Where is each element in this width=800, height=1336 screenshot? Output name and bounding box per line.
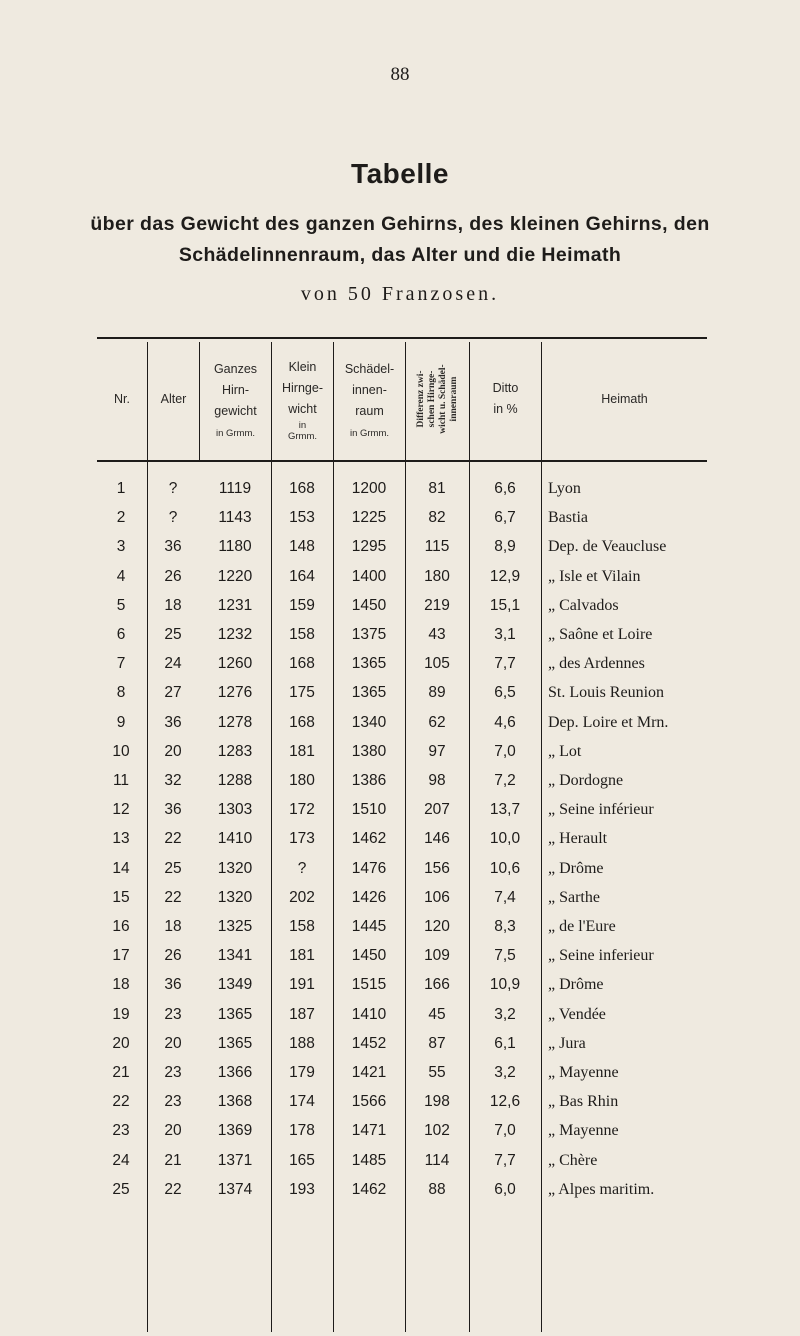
row-nr-cell: 4 [116, 567, 126, 585]
row-diff-cell: 114 [424, 1151, 450, 1169]
row-klein-cell: 158 [289, 626, 315, 643]
table-row [97, 533, 707, 562]
header-diff-line: innenraum [448, 376, 459, 422]
row-ditto-cell: 7,2 [494, 772, 516, 789]
row-ganzes-cell: 1119 [218, 480, 252, 497]
row-nr-cell: 10 [112, 742, 130, 760]
row-schaedel-cell: 1445 [351, 918, 387, 935]
row-alter-cell: 26 [164, 567, 182, 585]
row-heimath-cell: „ Drôme [548, 859, 604, 877]
row-nr-cell: 20 [112, 1034, 130, 1052]
row-diff-cell: 88 [428, 1180, 446, 1198]
row-schaedel-cell: 1476 [351, 859, 387, 877]
row-heimath-cell: „ Drôme [548, 976, 604, 994]
header-klein-unit: in [298, 419, 307, 431]
row-diff-cell: 207 [424, 801, 450, 819]
row-schaedel-cell: 1225 [351, 509, 387, 527]
row-alter-cell: ? [168, 509, 178, 527]
header-diff-line: wicht u. Schädel- [437, 364, 448, 434]
row-heimath-cell: „ Chère [548, 1151, 598, 1169]
row-diff-cell: 89 [428, 684, 446, 702]
header-ganzes-line: Ganzes [213, 362, 258, 376]
row-klein-cell: 168 [289, 480, 315, 497]
row-nr-cell: 19 [112, 1005, 130, 1023]
row-heimath-cell: „ Sarthe [548, 888, 600, 906]
table-row [97, 855, 707, 884]
row-schaedel-cell: 1380 [351, 742, 387, 760]
row-schaedel-cell: 1510 [351, 801, 387, 819]
row-nr-cell: 2 [116, 509, 126, 527]
table-row [97, 942, 707, 971]
row-ditto-cell: 6,0 [494, 1180, 516, 1198]
row-nr-cell: 17 [112, 947, 130, 965]
row-klein-cell: 159 [289, 596, 315, 614]
table-row [97, 592, 707, 621]
row-ganzes-cell: 1320 [217, 888, 253, 906]
row-klein-cell: 178 [289, 1122, 315, 1140]
row-ditto-cell: 6,1 [494, 1034, 516, 1052]
table-row [97, 563, 707, 592]
table-row [97, 1001, 707, 1030]
page-title: Tabelle [351, 158, 449, 189]
header-klein-unit: Grmm. [287, 430, 318, 442]
header-alter-label: Alter [160, 391, 187, 406]
table-row [97, 1088, 707, 1117]
table-row [97, 825, 707, 854]
row-diff-cell: 87 [428, 1034, 446, 1052]
row-klein-cell: 148 [289, 538, 315, 556]
row-ganzes-cell: 1369 [217, 1122, 253, 1140]
table-row [97, 796, 707, 825]
row-alter-cell: 27 [164, 684, 182, 702]
row-nr-cell: 13 [112, 830, 130, 848]
row-heimath-cell: „ Vendée [548, 1005, 606, 1023]
row-heimath-cell: „ Mayenne [548, 1122, 619, 1140]
row-klein-cell: 191 [289, 976, 315, 994]
row-ditto-cell: 7,7 [494, 1151, 516, 1169]
row-nr-cell: 18 [112, 976, 130, 994]
header-differenz [406, 342, 469, 456]
row-nr-cell: 1 [116, 480, 126, 497]
row-diff-cell: 219 [424, 596, 450, 614]
row-alter-cell: 36 [164, 713, 182, 731]
row-alter-cell: ? [168, 480, 178, 497]
row-diff-cell: 115 [424, 538, 450, 556]
row-alter-cell: 23 [164, 1093, 182, 1111]
row-klein-cell: 202 [289, 888, 315, 906]
row-klein-cell: 174 [289, 1093, 315, 1111]
row-schaedel-cell: 1450 [351, 947, 387, 965]
row-ditto-cell: 15,1 [489, 596, 521, 614]
header-ditto-line: in % [493, 402, 518, 416]
row-heimath-cell: „ Seine inférieur [548, 801, 654, 819]
row-nr-cell: 12 [112, 801, 130, 819]
row-klein-cell: 187 [289, 1005, 315, 1023]
row-schaedel-cell: 1462 [351, 1180, 387, 1198]
row-ditto-cell: 6,5 [494, 684, 516, 702]
row-klein-cell: 188 [289, 1034, 315, 1052]
row-schaedel-cell: 1566 [351, 1093, 387, 1111]
row-diff-cell: 97 [428, 742, 446, 760]
header-heimath-label: Heimath [601, 391, 648, 406]
row-heimath-cell: Dep. de Veaucluse [548, 538, 667, 556]
row-klein-cell: 172 [289, 801, 315, 819]
row-heimath-cell: Lyon [548, 480, 581, 497]
row-nr-cell: 16 [112, 918, 130, 935]
row-schaedel-cell: 1450 [351, 596, 387, 614]
row-diff-cell: 55 [428, 1064, 446, 1081]
page-number: 88 [390, 64, 410, 85]
row-schaedel-cell: 1485 [351, 1151, 387, 1169]
row-nr-cell: 25 [112, 1180, 130, 1198]
row-alter-cell: 18 [164, 918, 182, 935]
row-diff-cell: 62 [428, 713, 446, 731]
header-schaedel-line: Schädel- [344, 362, 395, 376]
row-ditto-cell: 6,6 [494, 480, 516, 497]
header-schaedel-line: raum [355, 404, 384, 418]
row-schaedel-cell: 1400 [351, 567, 387, 585]
row-heimath-cell: „ Lot [548, 742, 582, 760]
row-ditto-cell: 3,2 [494, 1064, 516, 1081]
row-diff-cell: 82 [428, 509, 446, 527]
row-nr-cell: 6 [116, 626, 126, 643]
row-heimath-cell: „ Isle et Vilain [548, 567, 641, 585]
row-nr-cell: 9 [116, 713, 126, 731]
row-ditto-cell: 10,9 [489, 976, 521, 994]
row-heimath-cell: „ de l'Eure [548, 918, 616, 935]
header-klein-line: wicht [288, 401, 317, 416]
row-ditto-cell: 7,7 [494, 655, 516, 673]
row-heimath-cell: „ Jura [548, 1034, 586, 1052]
row-ditto-cell: 10,6 [489, 859, 521, 877]
header-klein-line: Hirnge- [282, 380, 323, 395]
table-row [97, 1176, 707, 1205]
row-ganzes-cell: 1232 [217, 626, 253, 643]
row-nr-cell: 3 [116, 538, 126, 556]
row-ganzes-cell: 1276 [217, 684, 253, 702]
row-schaedel-cell: 1471 [351, 1122, 387, 1140]
row-ganzes-cell: 1180 [218, 538, 252, 556]
row-diff-cell: 120 [424, 918, 450, 935]
table-row [97, 709, 707, 738]
row-ganzes-cell: 1303 [217, 801, 253, 819]
table-row [97, 884, 707, 913]
row-nr-cell: 11 [112, 772, 130, 789]
row-ganzes-cell: 1143 [218, 509, 252, 527]
row-schaedel-cell: 1426 [351, 888, 387, 906]
row-heimath-cell: „ Dordogne [548, 772, 624, 789]
row-ganzes-cell: 1366 [217, 1064, 253, 1081]
header-schaedel-line: innen- [352, 383, 387, 397]
row-ditto-cell: 4,6 [494, 713, 516, 731]
row-ditto-cell: 7,4 [494, 888, 516, 906]
row-ditto-cell: 8,3 [494, 918, 516, 935]
row-klein-cell: 165 [289, 1151, 315, 1169]
header-heimath [542, 342, 707, 456]
row-klein-cell: 175 [289, 684, 315, 702]
row-alter-cell: 36 [164, 801, 182, 819]
row-schaedel-cell: 1365 [351, 655, 387, 673]
row-alter-cell: 26 [164, 947, 182, 965]
row-alter-cell: 22 [164, 1180, 182, 1198]
row-klein-cell: 158 [289, 918, 315, 935]
header-schaedel-unit: in Grmm. [349, 428, 390, 439]
row-alter-cell: 25 [164, 859, 182, 877]
row-ganzes-cell: 1325 [217, 918, 253, 935]
row-ganzes-cell: 1368 [217, 1093, 253, 1111]
row-schaedel-cell: 1340 [351, 713, 387, 731]
header-klein-line: Klein [288, 359, 317, 374]
row-alter-cell: 23 [164, 1064, 182, 1081]
header-schaedelinnenraum [334, 342, 405, 456]
row-klein-cell: ? [297, 859, 307, 877]
row-schaedel-cell: 1200 [351, 480, 387, 497]
row-schaedel-cell: 1515 [351, 976, 387, 994]
row-alter-cell: 20 [164, 1122, 182, 1140]
table-row [97, 475, 707, 504]
row-schaedel-cell: 1295 [351, 538, 387, 556]
row-nr-cell: 23 [112, 1122, 130, 1140]
header-alter [148, 342, 199, 456]
row-nr-cell: 7 [116, 655, 126, 673]
row-ditto-cell: 3,1 [494, 626, 516, 643]
row-ganzes-cell: 1278 [217, 713, 253, 731]
header-ganzes-line: gewicht [214, 404, 257, 418]
row-klein-cell: 153 [289, 509, 315, 527]
row-ganzes-cell: 1374 [217, 1180, 253, 1198]
row-diff-cell: 166 [424, 976, 450, 994]
row-ditto-cell: 12,6 [489, 1093, 521, 1111]
row-ganzes-cell: 1349 [217, 976, 253, 994]
header-klein-hirngewicht [272, 342, 333, 456]
row-heimath-cell: „ Mayenne [548, 1064, 619, 1081]
row-ganzes-cell: 1231 [217, 596, 253, 614]
row-alter-cell: 25 [164, 626, 182, 643]
row-ditto-cell: 12,9 [489, 567, 521, 585]
row-klein-cell: 193 [289, 1180, 315, 1198]
row-diff-cell: 43 [428, 626, 446, 643]
header-diff-line: schen Hirnge- [426, 370, 437, 428]
row-klein-cell: 181 [289, 742, 315, 760]
row-diff-cell: 180 [424, 567, 450, 585]
row-heimath-cell: St. Louis Reunion [548, 684, 665, 702]
row-heimath-cell: Bastia [548, 509, 588, 527]
row-alter-cell: 18 [164, 596, 182, 614]
row-ditto-cell: 13,7 [489, 801, 521, 819]
row-ganzes-cell: 1288 [217, 772, 253, 789]
subtitle-line-1: über das Gewicht des ganzen Gehirns, des kleinen Gehirns, den [90, 213, 710, 235]
row-schaedel-cell: 1365 [351, 684, 387, 702]
row-ganzes-cell: 1365 [217, 1005, 253, 1023]
row-alter-cell: 20 [164, 1034, 182, 1052]
row-nr-cell: 8 [116, 684, 126, 702]
row-klein-cell: 173 [289, 830, 315, 848]
table-top-rule [97, 337, 707, 339]
row-klein-cell: 168 [289, 713, 315, 731]
row-diff-cell: 81 [428, 480, 446, 497]
table-row [97, 650, 707, 679]
header-nr-label: Nr. [114, 391, 130, 406]
row-alter-cell: 22 [164, 830, 182, 848]
row-diff-cell: 156 [424, 859, 450, 877]
row-ditto-cell: 7,5 [494, 947, 516, 965]
header-ganzes-hirngewicht [200, 342, 271, 456]
row-nr-cell: 21 [112, 1064, 130, 1081]
row-nr-cell: 5 [116, 596, 126, 614]
row-heimath-cell: Dep. Loire et Mrn. [548, 713, 669, 731]
row-schaedel-cell: 1462 [351, 830, 387, 848]
row-diff-cell: 105 [424, 655, 450, 673]
row-alter-cell: 20 [164, 742, 182, 760]
table-row [97, 1059, 707, 1088]
row-ganzes-cell: 1410 [217, 830, 253, 848]
table-row [97, 1117, 707, 1146]
row-alter-cell: 23 [164, 1005, 182, 1023]
row-ganzes-cell: 1260 [217, 655, 253, 673]
row-klein-cell: 168 [289, 655, 315, 673]
subtitle-line-3: von 50 Franzosen. [300, 283, 500, 305]
header-ganzes-unit: in Grmm. [215, 428, 256, 439]
row-alter-cell: 36 [164, 538, 182, 556]
row-heimath-cell: „ Calvados [548, 596, 619, 614]
table-row [97, 913, 707, 942]
row-ganzes-cell: 1220 [217, 567, 253, 585]
row-ganzes-cell: 1365 [217, 1034, 253, 1052]
row-nr-cell: 22 [112, 1093, 130, 1111]
table-row [97, 1147, 707, 1176]
row-ganzes-cell: 1341 [217, 947, 253, 965]
subtitle-line-2: Schädelinnenraum, das Alter und die Heimath [178, 244, 622, 266]
row-diff-cell: 45 [428, 1005, 446, 1023]
row-nr-cell: 14 [112, 859, 130, 877]
row-ditto-cell: 3,2 [494, 1005, 516, 1023]
row-klein-cell: 180 [289, 772, 315, 789]
row-klein-cell: 164 [289, 567, 315, 585]
row-diff-cell: 102 [424, 1122, 450, 1140]
row-heimath-cell: „ Saône et Loire [548, 626, 653, 643]
row-alter-cell: 36 [164, 976, 182, 994]
row-diff-cell: 198 [424, 1093, 450, 1111]
row-ganzes-cell: 1320 [217, 859, 253, 877]
row-schaedel-cell: 1386 [351, 772, 387, 789]
row-ditto-cell: 7,0 [494, 1122, 516, 1140]
table-header-rule [97, 460, 707, 462]
row-ditto-cell: 10,0 [489, 830, 521, 848]
row-ditto-cell: 8,9 [494, 538, 516, 556]
table-row [97, 971, 707, 1000]
row-nr-cell: 24 [112, 1151, 130, 1169]
row-nr-cell: 15 [112, 888, 130, 906]
row-ditto-cell: 6,7 [494, 509, 516, 527]
row-schaedel-cell: 1375 [351, 626, 387, 643]
header-ditto-line: Ditto [492, 381, 519, 395]
row-klein-cell: 179 [289, 1064, 315, 1081]
row-ganzes-cell: 1283 [217, 742, 253, 760]
row-schaedel-cell: 1421 [351, 1064, 387, 1081]
row-alter-cell: 22 [164, 888, 182, 906]
row-schaedel-cell: 1452 [351, 1034, 387, 1052]
header-ganzes-line: Hirn- [221, 383, 250, 397]
row-heimath-cell: „ des Ardennes [548, 655, 645, 673]
row-alter-cell: 24 [164, 655, 182, 673]
row-diff-cell: 146 [424, 830, 450, 848]
table-row [97, 679, 707, 708]
header-ditto [470, 342, 541, 456]
header-nr [97, 342, 147, 456]
row-heimath-cell: „ Seine inferieur [548, 947, 654, 965]
table-row [97, 738, 707, 767]
table-row [97, 767, 707, 796]
row-alter-cell: 21 [164, 1151, 182, 1169]
row-ganzes-cell: 1371 [217, 1151, 253, 1169]
row-diff-cell: 98 [428, 772, 446, 789]
row-heimath-cell: „ Alpes maritim. [548, 1180, 655, 1198]
row-diff-cell: 106 [424, 888, 450, 906]
row-heimath-cell: „ Herault [548, 830, 608, 848]
table-row [97, 1030, 707, 1059]
table-row [97, 621, 707, 650]
row-heimath-cell: „ Bas Rhin [548, 1093, 619, 1111]
row-ditto-cell: 7,0 [494, 742, 516, 760]
table-row [97, 504, 707, 533]
row-klein-cell: 181 [289, 947, 315, 965]
row-alter-cell: 32 [164, 772, 182, 789]
row-diff-cell: 109 [424, 947, 450, 965]
row-schaedel-cell: 1410 [351, 1005, 387, 1023]
header-diff-line: Differenz zwi- [415, 370, 426, 428]
